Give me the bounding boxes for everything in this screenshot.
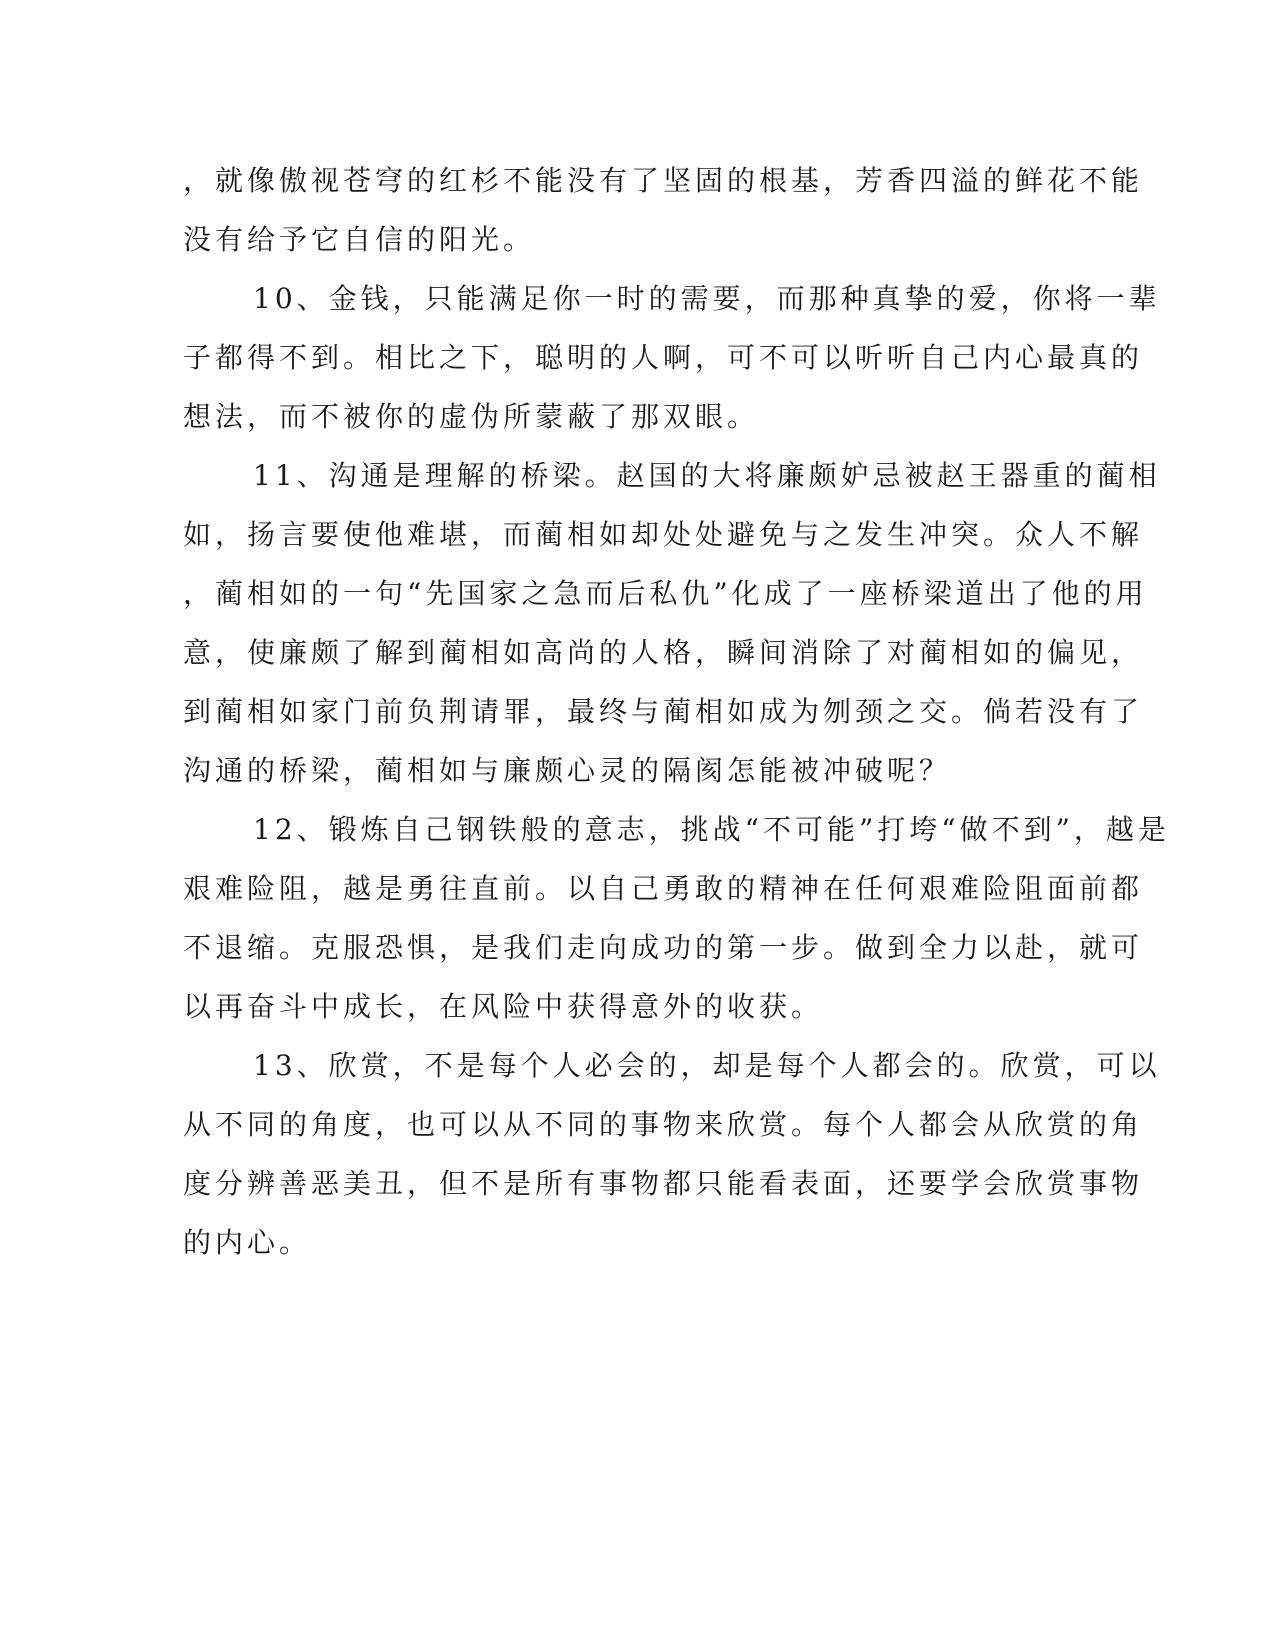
text-line: 想法，而不被你的虚伪所蒙蔽了那双眼。 bbox=[183, 400, 760, 433]
text-line: 从不同的角度，也可以从不同的事物来欣赏。每个人都会从欣赏的角 bbox=[183, 1108, 1144, 1141]
text-line: 子都得不到。相比之下，聪明的人啊，可不可以听听自己内心最真的 bbox=[183, 341, 1144, 374]
text-line: 艰难险阻，越是勇往直前。以自己勇敢的精神在任何艰难险阻面前都 bbox=[183, 872, 1144, 905]
text-line: 意，使廉颇了解到蔺相如高尚的人格，瞬间消除了对蔺相如的偏见， bbox=[183, 636, 1144, 669]
paragraph-13-first-line: 13、欣赏，不是每个人必会的，却是每个人都会的。欣赏，可以 bbox=[253, 1049, 1161, 1082]
text-line: 到蔺相如家门前负荆请罪，最终与蔺相如成为刎颈之交。倘若没有了 bbox=[183, 695, 1144, 728]
document-body bbox=[183, 151, 1170, 1272]
text-line: ，蔺相如的一句“先国家之急而后私仇”化成了一座桥梁道出了他的用 bbox=[183, 577, 1148, 610]
paragraph-11-first-line: 11、沟通是理解的桥梁。赵国的大将廉颇妒忌被赵王器重的蔺相 bbox=[253, 459, 1161, 492]
text-line: 不退缩。克服恐惧，是我们走向成功的第一步。做到全力以赴，就可 bbox=[183, 931, 1144, 964]
paragraph-12-first-line: 12、锻炼自己钢铁般的意志，挑战“不可能”打垮“做不到”，越是 bbox=[253, 813, 1170, 846]
text-line: 没有给予它自信的阳光。 bbox=[183, 223, 536, 256]
text-line: ，就像傲视苍穹的红杉不能没有了坚固的根基，芳香四溢的鲜花不能 bbox=[183, 164, 1144, 197]
text-line: 沟通的桥梁，蔺相如与廉颇心灵的隔阂怎能被冲破呢？ bbox=[183, 754, 952, 787]
text-line: 度分辨善恶美丑，但不是所有事物都只能看表面，还要学会欣赏事物 bbox=[183, 1167, 1144, 1200]
paragraph-10-first-line: 10、金钱，只能满足你一时的需要，而那种真挚的爱，你将一辈 bbox=[253, 282, 1161, 315]
text-line: 以再奋斗中成长，在风险中获得意外的收获。 bbox=[183, 990, 824, 1023]
text-line: 的内心。 bbox=[183, 1226, 312, 1259]
text-line: 如，扬言要使他难堪，而蔺相如却处处避免与之发生冲突。众人不解 bbox=[183, 518, 1144, 551]
